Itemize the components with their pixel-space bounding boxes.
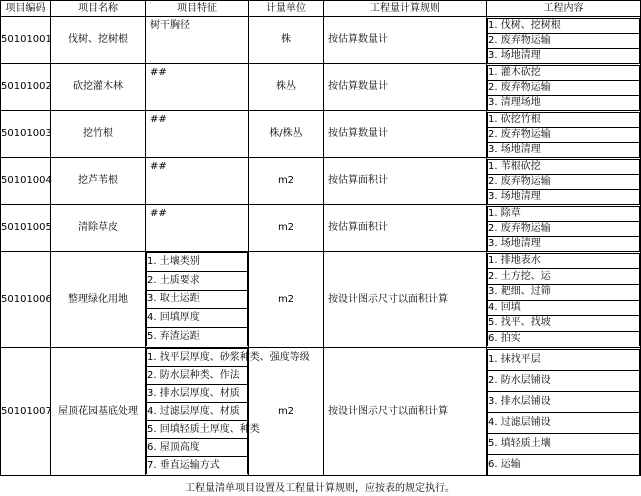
work-list-item bbox=[488, 127, 640, 142]
feature-text: 树干胸径 bbox=[150, 20, 190, 31]
work-text: 1. 灌木砍挖 bbox=[488, 65, 640, 80]
item-feature bbox=[146, 111, 249, 158]
item-name: 屋顶花园基底处理 bbox=[51, 348, 146, 476]
item-work bbox=[487, 205, 641, 252]
work-list-item bbox=[488, 33, 640, 48]
item-unit: 株 bbox=[249, 17, 324, 64]
work-text: 3. 排水层铺设 bbox=[488, 391, 640, 412]
work-text: 3. 耙细、过筛 bbox=[488, 284, 640, 300]
footer-note: 工程量清单项目设置及工程量计算规则，应按表的规定执行。 bbox=[185, 483, 455, 494]
work-text: 1. 抹找平层 bbox=[488, 349, 640, 370]
work-list bbox=[487, 112, 640, 157]
feature-list-item bbox=[147, 385, 248, 403]
item-work bbox=[487, 158, 641, 205]
work-text: 1. 砍挖竹根 bbox=[488, 112, 640, 127]
work-text: 2. 废弃物运输 bbox=[488, 33, 640, 48]
item-unit: m2 bbox=[249, 158, 324, 205]
item-unit: 株/株丛 bbox=[249, 111, 324, 158]
item-feature bbox=[146, 17, 249, 64]
item-rule: 按估算数量计 bbox=[324, 17, 487, 64]
work-text: 3. 场地清理 bbox=[488, 48, 640, 63]
item-feature bbox=[146, 64, 249, 111]
work-list-item bbox=[488, 221, 640, 236]
work-list-item bbox=[488, 206, 640, 221]
table-row bbox=[1, 158, 641, 205]
header-code: 项目编码 bbox=[1, 1, 51, 17]
work-text: 2. 废弃物运输 bbox=[488, 127, 640, 142]
work-list-item bbox=[488, 80, 640, 95]
item-code: 50101001 bbox=[1, 17, 51, 64]
feature-text: 1. 土壤类别 bbox=[147, 253, 248, 272]
work-text: 1. 排地表水 bbox=[488, 253, 640, 269]
work-text: 5. 找平、找坡 bbox=[488, 316, 640, 332]
feature-text: 4. 过滤层厚度、材质 bbox=[147, 403, 248, 421]
work-list-item bbox=[488, 236, 640, 251]
work-list-item bbox=[488, 349, 640, 370]
item-unit: m2 bbox=[249, 348, 324, 476]
item-feature bbox=[146, 205, 249, 252]
item-rule: 按估算面积计 bbox=[324, 205, 487, 252]
item-work bbox=[487, 111, 641, 158]
feature-text: 3. 排水层厚度、材质 bbox=[147, 385, 248, 403]
item-feature bbox=[146, 158, 249, 205]
feature-list-item bbox=[147, 457, 248, 475]
work-list-item bbox=[488, 95, 640, 110]
item-work bbox=[487, 17, 641, 64]
feature-list-item bbox=[147, 290, 248, 309]
feature-text: 6. 屋顶高度 bbox=[147, 439, 248, 457]
item-code: 50101006 bbox=[1, 252, 51, 348]
work-text: 5. 填轻质土壤 bbox=[488, 433, 640, 454]
work-list-item bbox=[488, 48, 640, 63]
work-list bbox=[487, 18, 640, 63]
work-text: 3. 场地清理 bbox=[488, 236, 640, 251]
feature-list-item bbox=[147, 309, 248, 328]
item-name: 挖竹根 bbox=[51, 111, 146, 158]
item-code: 50101007 bbox=[1, 348, 51, 476]
table-row bbox=[1, 64, 641, 111]
work-list-item bbox=[488, 391, 640, 412]
work-list-item bbox=[488, 269, 640, 285]
item-rule: 按估算数量计 bbox=[324, 64, 487, 111]
item-code: 50101002 bbox=[1, 64, 51, 111]
header-feature: 项目特征 bbox=[146, 1, 249, 17]
work-list bbox=[487, 349, 640, 475]
work-text: 2. 废弃物运输 bbox=[488, 80, 640, 95]
feature-text: 5. 回填轻质土厚度、种类 bbox=[147, 421, 248, 439]
feature-text: 1. 找平层厚度、砂浆种类、强度等级 bbox=[147, 349, 248, 367]
work-text: 3. 场地清理 bbox=[488, 189, 640, 204]
feature-list-item bbox=[147, 328, 248, 346]
feature-text: ## bbox=[150, 114, 167, 125]
item-code: 50101003 bbox=[1, 111, 51, 158]
item-feature bbox=[146, 252, 249, 348]
feature-text: 2. 土质要求 bbox=[147, 271, 248, 290]
item-rule: 按估算面积计 bbox=[324, 158, 487, 205]
work-text: 6. 运输 bbox=[488, 454, 640, 475]
item-name: 伐树、挖树根 bbox=[51, 17, 146, 64]
feature-text: ## bbox=[150, 67, 167, 78]
work-list bbox=[487, 159, 640, 204]
work-list-item bbox=[488, 412, 640, 433]
work-text: 2. 废弃物运输 bbox=[488, 221, 640, 236]
work-text: 6. 拍实 bbox=[488, 331, 640, 346]
work-text: 2. 废弃物运输 bbox=[488, 174, 640, 189]
feature-list-item bbox=[147, 439, 248, 457]
table-row bbox=[1, 252, 641, 348]
feature-text: 7. 垂直运输方式 bbox=[147, 457, 248, 475]
table-row bbox=[1, 348, 641, 476]
work-text: 3. 场地清理 bbox=[488, 142, 640, 157]
item-work bbox=[487, 64, 641, 111]
item-unit: m2 bbox=[249, 205, 324, 252]
work-list bbox=[487, 206, 640, 251]
item-work bbox=[487, 348, 641, 476]
work-text: 4. 过滤层铺设 bbox=[488, 412, 640, 433]
work-list-item bbox=[488, 142, 640, 157]
work-list-item bbox=[488, 370, 640, 391]
item-unit: 株丛 bbox=[249, 64, 324, 111]
header-row bbox=[1, 1, 641, 17]
feature-list-item bbox=[147, 271, 248, 290]
feature-text: ## bbox=[150, 208, 167, 219]
table-row bbox=[1, 111, 641, 158]
table-row bbox=[1, 17, 641, 64]
feature-text: 4. 回填厚度 bbox=[147, 309, 248, 328]
feature-list-item bbox=[147, 421, 248, 439]
feature-text: ## bbox=[150, 161, 167, 172]
work-list-item bbox=[488, 65, 640, 80]
item-name: 砍挖灌木林 bbox=[51, 64, 146, 111]
work-list-item bbox=[488, 189, 640, 204]
feature-text: 3. 取土运距 bbox=[147, 290, 248, 309]
work-text: 1. 苇根砍挖 bbox=[488, 159, 640, 174]
work-list-item bbox=[488, 174, 640, 189]
item-unit: m2 bbox=[249, 252, 324, 348]
work-list bbox=[487, 65, 640, 110]
work-list-item bbox=[488, 112, 640, 127]
work-list-item bbox=[488, 331, 640, 346]
item-rule: 按估算数量计 bbox=[324, 111, 487, 158]
item-code: 50101004 bbox=[1, 158, 51, 205]
work-text: 2. 防水层铺设 bbox=[488, 370, 640, 391]
feature-text: 2. 防水层种类、作法 bbox=[147, 367, 248, 385]
item-rule: 按设计图示尺寸以面积计算 bbox=[324, 348, 487, 476]
item-rule: 按设计图示尺寸以面积计算 bbox=[324, 252, 487, 348]
work-text: 1. 伐树、挖树根 bbox=[488, 18, 640, 33]
work-text: 4. 回填 bbox=[488, 300, 640, 316]
work-list-item bbox=[488, 454, 640, 475]
feature-list bbox=[146, 252, 248, 346]
work-text: 2. 土方挖、运 bbox=[488, 269, 640, 285]
item-work bbox=[487, 252, 641, 348]
header-name: 项目名称 bbox=[51, 1, 146, 17]
feature-list-item bbox=[147, 367, 248, 385]
item-name: 挖芦苇根 bbox=[51, 158, 146, 205]
feature-list-item bbox=[147, 253, 248, 272]
work-list-item bbox=[488, 316, 640, 332]
work-list-item bbox=[488, 300, 640, 316]
work-list-item bbox=[488, 284, 640, 300]
work-list bbox=[487, 253, 640, 347]
table-row bbox=[1, 205, 641, 252]
work-list-item bbox=[488, 253, 640, 269]
header-unit: 计量单位 bbox=[249, 1, 324, 17]
item-code: 50101005 bbox=[1, 205, 51, 252]
feature-text: 5. 弃渣运距 bbox=[147, 328, 248, 346]
header-work: 工程内容 bbox=[487, 1, 641, 17]
work-text: 1. 除草 bbox=[488, 206, 640, 221]
work-list-item bbox=[488, 159, 640, 174]
work-text: 3. 清理场地 bbox=[488, 95, 640, 110]
work-list-item bbox=[488, 18, 640, 33]
feature-list-item bbox=[147, 403, 248, 421]
item-name: 整理绿化用地 bbox=[51, 252, 146, 348]
work-list-item bbox=[488, 433, 640, 454]
item-name: 清除草皮 bbox=[51, 205, 146, 252]
feature-list-item bbox=[147, 349, 248, 367]
header-rule: 工程量计算规则 bbox=[324, 1, 487, 17]
